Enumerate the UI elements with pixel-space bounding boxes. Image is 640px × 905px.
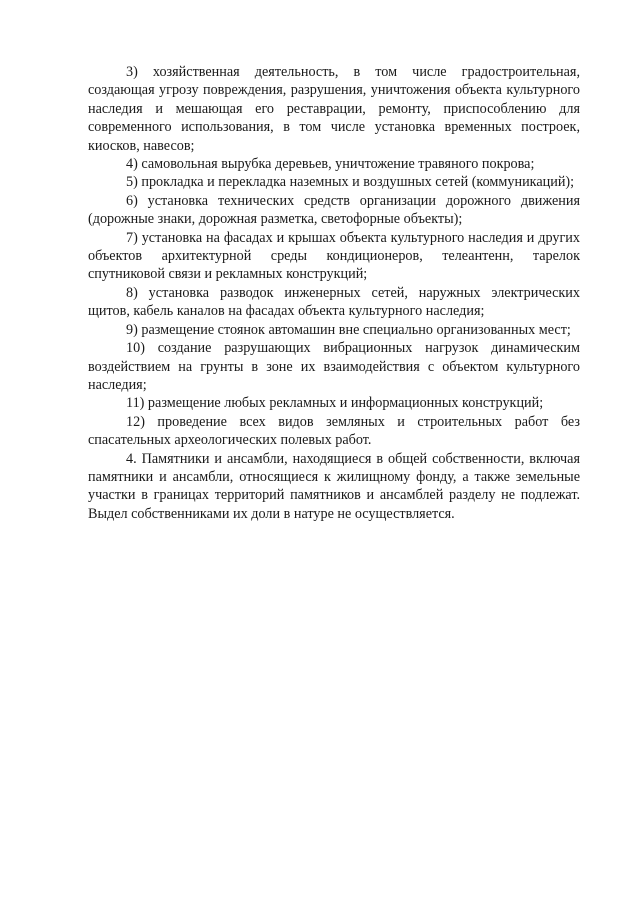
document-body: [88, 63, 580, 523]
paragraph-section-4: 4. Памятники и ансамбли, находящиеся в общей собственности, включая памятники и ансамбли, относящиеся к жилищному фонду, а также земельные участки в границах территорий памятников и ансамблей разделу не подлежат. Выдел собственниками их доли в натуре не осуществляется.: [88, 450, 580, 522]
paragraph-item-11: 11) размещение любых рекламных и информационных конструкций;: [126, 395, 544, 412]
paragraph-item-7: 7) установка на фасадах и крышах объекта культурного наследия и других объектов архитектурной среды кондиционеров, телеантенн, тарелок спутниковой связи и рекламных конструкций;: [88, 229, 580, 283]
paragraph-item-4: 4) самовольная вырубка деревьев, уничтожение травяного покрова;: [126, 156, 535, 173]
paragraph-item-3: 3) хозяйственная деятельность, в том числе градостроительная, создающая угрозу повреждения, разрушения, уничтожения объекта культурного наследия и мешающая его реставрации, ремонту, приспособлению для современного использования, в том числе установка временных построек, киосков, навесов;: [88, 64, 580, 154]
paragraph-item-8: 8) установка разводок инженерных сетей, наружных электрических щитов, кабель каналов на фасадах объекта культурного наследия;: [88, 284, 580, 320]
paragraph-item-10: 10) создание разрушающих вибрационных нагрузок динамическим воздействием на грунты в зоне их взаимодействия с объектом культурного наследия;: [88, 340, 580, 393]
paragraph-item-12: 12) проведение всех видов земляных и строительных работ без спасательных археологических полевых работ.: [88, 413, 580, 449]
paragraph-item-5: 5) прокладка и перекладка наземных и воздушных сетей (коммуникаций);: [126, 174, 575, 191]
paragraph-item-6: 6) установка технических средств организации дорожного движения (дорожные знаки, дорожная разметка, светофорные объекты);: [88, 192, 580, 228]
paragraph-item-9: 9) размещение стоянок автомашин вне специально организованных мест;: [126, 321, 571, 338]
